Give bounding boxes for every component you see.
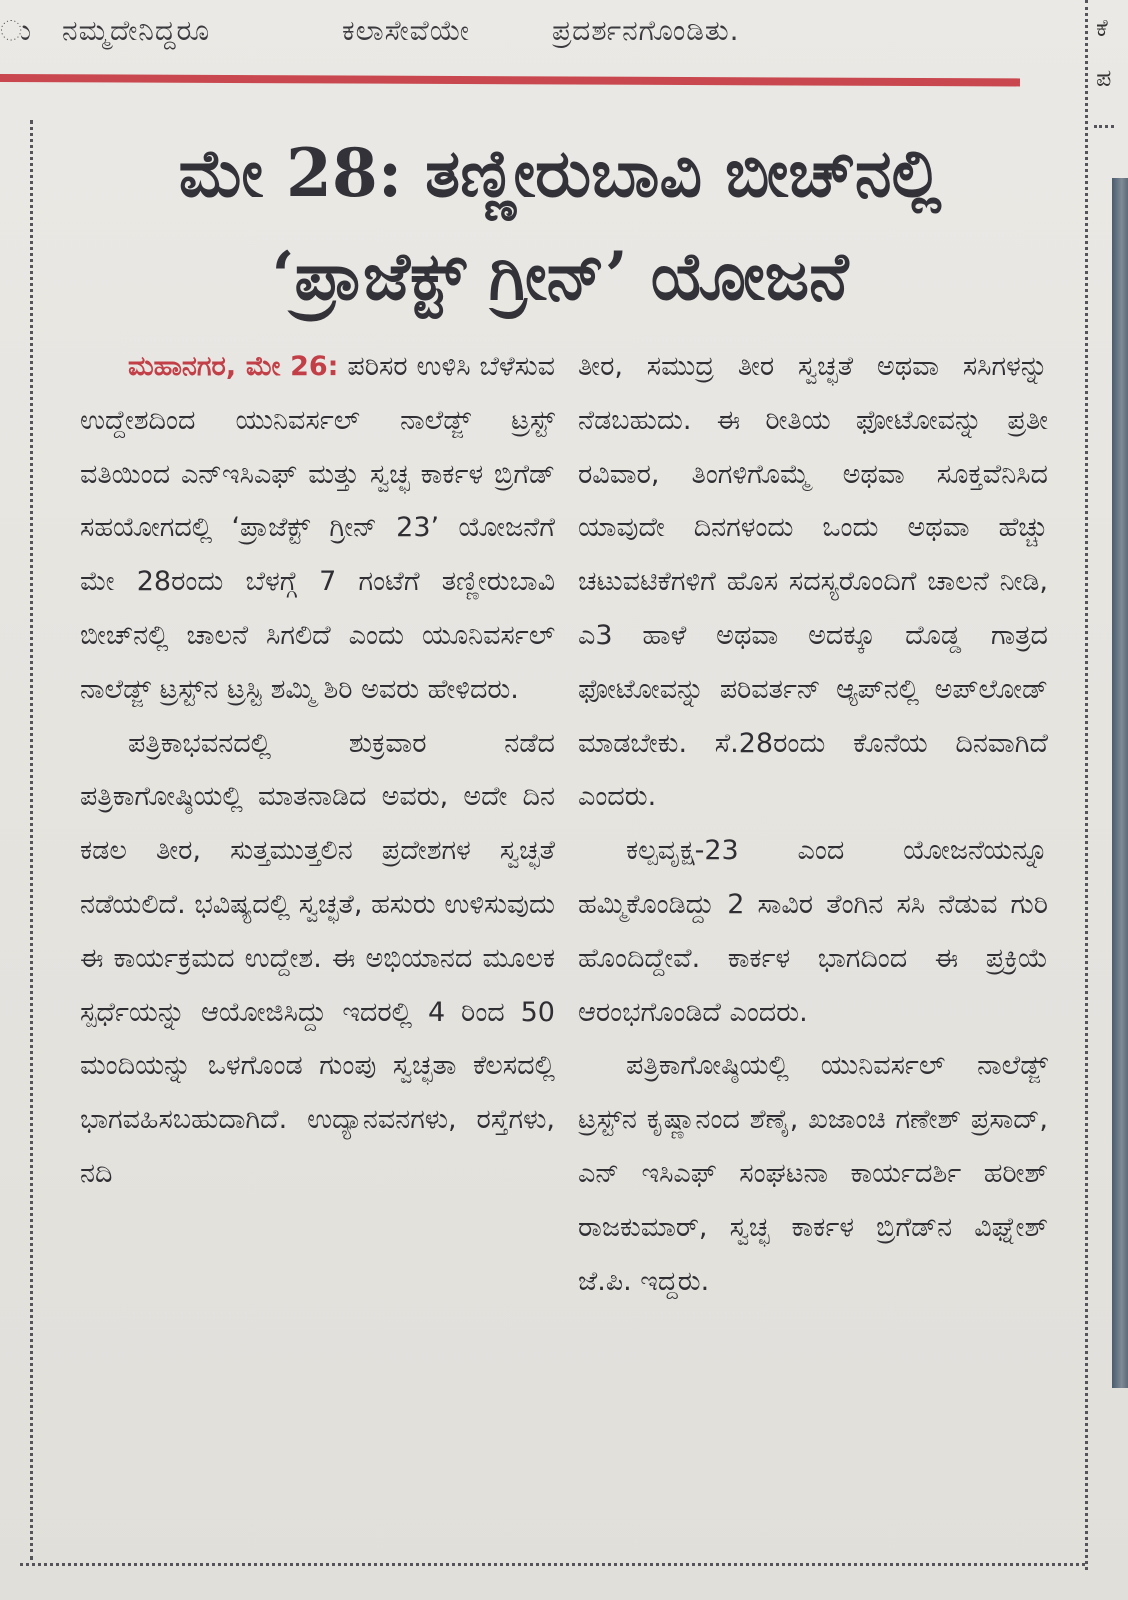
bottom-rule bbox=[20, 1563, 1085, 1566]
edge-dotted-rule bbox=[1094, 125, 1114, 128]
previous-article-fragment bbox=[0, 8, 1050, 58]
headline-line-1: ಮೇ 28: ತಣ್ಣೀರುಬಾವಿ ಬೀಚ್‌ನಲ್ಲಿ bbox=[178, 134, 942, 212]
top-fragment-2: ನಮ್ಮದೇನಿದ್ದರೂ bbox=[62, 14, 211, 47]
adjacent-photo-edge bbox=[1112, 178, 1128, 1388]
left-paragraph-2: ಪತ್ರಿಕಾಭವನದಲ್ಲಿ ಶುಕ್ರವಾರ ನಡೆದ ಪತ್ರಿಕಾಗೋಷ್ಠಿಯಲ್ಲಿ ಮಾತನಾಡಿದ ಅವರು, ಅದೇ ದಿನ ಕಡಲ ತೀರ, ಸುತ್ತಮುತ್ತಲಿನ ಪ್ರದೇಶಗಳ ಸ್ವಚ್ಛತೆ ನಡೆಯಲಿದೆ. ಭವಿಷ್ಯದಲ್ಲಿ ಸ್ವಚ್ಛತೆ, ಹಸುರು ಉಳಿಸುವುದು ಈ ಕಾರ್ಯಕ್ರಮದ ಉದ್ದೇಶ. ಈ ಅಭಿಯಾನದ ಮೂಲಕ ಸ್ಪರ್ಧೆಯನ್ನು ಆಯೋಜಿಸಿದ್ದು ಇದರಲ್ಲಿ 4 ರಿಂದ 50 ಮಂದಿಯನ್ನು ಒಳಗೊಂಡ ಗುಂಪು ಸ್ವಚ್ಛತಾ ಕೆಲಸದಲ್ಲಿ ಭಾಗವಹಿಸಬಹುದಾಗಿದೆ. ಉದ್ಯಾನವನಗಳು, ರಸ್ತೆಗಳು, ನದಿ bbox=[80, 727, 555, 1189]
red-divider-rule bbox=[0, 74, 1020, 86]
right-paragraph-3: ಪತ್ರಿಕಾಗೋಷ್ಠಿಯಲ್ಲಿ ಯುನಿವರ್ಸಲ್ ನಾಲೆಡ್ಜ್ ಟ್ರಸ್ಟ್‌ನ ಕೃಷ್ಣಾನಂದ ಶೆಣೈ, ಖಜಾಂಚಿ ಗಣೇಶ್ ಪ್ರಸಾದ್, ಎನ್ ಇಸಿಎಫ್ ಸಂಘಟನಾ ಕಾರ್ಯದರ್ಶಿ ಹರೀಶ್ ರಾಜಕುಮಾರ್, ಸ್ವಚ್ಛ ಕಾರ್ಕಳ ಬ್ರಿಗೆಡ್‌ನ ವಿಘ್ನೇಶ್ ಜೆ.ಪಿ. ಇದ್ದರು. bbox=[578, 1050, 1048, 1297]
left-paragraph-1 bbox=[80, 340, 555, 717]
top-fragment-3: ಕಲಾಸೇವೆಯೇ bbox=[342, 14, 470, 47]
headline-line-2: ‘ಪ್ರಾಜೆಕ್ಟ್ ಗ್ರೀನ್’ ಯೋಜನೆ bbox=[271, 237, 849, 315]
dateline: ಮಹಾನಗರ, ಮೇ 26: bbox=[128, 351, 339, 382]
top-fragment-4: ಪ್ರದರ್ಶನಗೊಂಡಿತು. bbox=[552, 14, 740, 47]
article-left-column bbox=[80, 340, 555, 1201]
edge-fragment-1: ಕೆ bbox=[1096, 14, 1108, 42]
right-column-rule bbox=[1085, 0, 1088, 1570]
left-column-rule bbox=[30, 120, 33, 1560]
edge-fragment-2: ಪ bbox=[1096, 64, 1112, 92]
right-paragraph-1: ತೀರ, ಸಮುದ್ರ ತೀರ ಸ್ವಚ್ಛತೆ ಅಥವಾ ಸಸಿಗಳನ್ನು ನೆಡಬಹುದು. ಈ ರೀತಿಯ ಫೋಟೋವನ್ನು ಪ್ರತೀ ರವಿವಾರ, ತಿಂಗಳಿಗೊಮ್ಮೆ ಅಥವಾ ಸೂಕ್ತವೆನಿಸಿದ ಯಾವುದೇ ದಿನಗಳಂದು ಒಂದು ಅಥವಾ ಹೆಚ್ಚು ಚಟುವಟಿಕೆಗಳಿಗೆ ಹೊಸ ಸದಸ್ಯರೊಂದಿಗೆ ಚಾಲನೆ ನೀಡಿ, ಎ3 ಹಾಳೆ ಅಥವಾ ಅದಕ್ಕೂ ದೊಡ್ಡ ಗಾತ್ರದ ಫೋಟೋವನ್ನು ಪರಿವರ್ತನ್ ಆ್ಯಪ್‌ನಲ್ಲಿ ಅಪ್‌ಲೋಡ್ ಮಾಡಬೇಕು. ಸೆ.28ರಂದು ಕೊನೆಯ ದಿನವಾಗಿದೆ ಎಂದರು. bbox=[578, 351, 1048, 813]
top-fragment-1: ು bbox=[0, 14, 33, 47]
right-paragraph-2: ಕಲ್ಪವೃಕ್ಷ-23 ಎಂದ ಯೋಜನೆಯನ್ನೂ ಹಮ್ಮಿಕೊಂಡಿದ್ದು 2 ಸಾವಿರ ತೆಂಗಿನ ಸಸಿ ನೆಡುವ ಗುರಿ ಹೊಂದಿದ್ದೇವೆ. ಕಾರ್ಕಳ ಭಾಗದಿಂದ ಈ ಪ್ರಕ್ರಿಯೆ ಆರಂಭಗೊಂಡಿದೆ ಎಂದರು. bbox=[578, 835, 1048, 1028]
article-right-column bbox=[578, 340, 1048, 1308]
adjacent-article-edge bbox=[1090, 0, 1128, 1600]
left-paragraph-1-text: ಪರಿಸರ ಉಳಿಸಿ ಬೆಳೆಸುವ ಉದ್ದೇಶದಿಂದ ಯುನಿವರ್ಸಲ್ ನಾಲೆಡ್ಜ್ ಟ್ರಸ್ಟ್ ವತಿಯಿಂದ ಎನ್‌ಇಸಿಎಫ್ ಮತ್ತು ಸ್ವಚ್ಛ ಕಾರ್ಕಳ ಬ್ರಿಗೆಡ್ ಸಹಯೋಗದಲ್ಲಿ ‘ಪ್ರಾಜೆಕ್ಟ್ ಗ್ರೀನ್ 23’ ಯೋಜನೆಗೆ ಮೇ 28ರಂದು ಬೆಳಗ್ಗೆ 7 ಗಂಟೆಗೆ ತಣ್ಣೀರುಬಾವಿ ಬೀಚ್‌ನಲ್ಲಿ ಚಾಲನೆ ಸಿಗಲಿದೆ ಎಂದು ಯೂನಿವರ್ಸಲ್ ನಾಲೆಡ್ಜ್ ಟ್ರಸ್ಟ್‌ನ ಟ್ರಸ್ಟಿ ಶಮ್ಮಿ ಶಿರಿ ಅವರು ಹೇಳಿದರು. bbox=[80, 351, 556, 705]
